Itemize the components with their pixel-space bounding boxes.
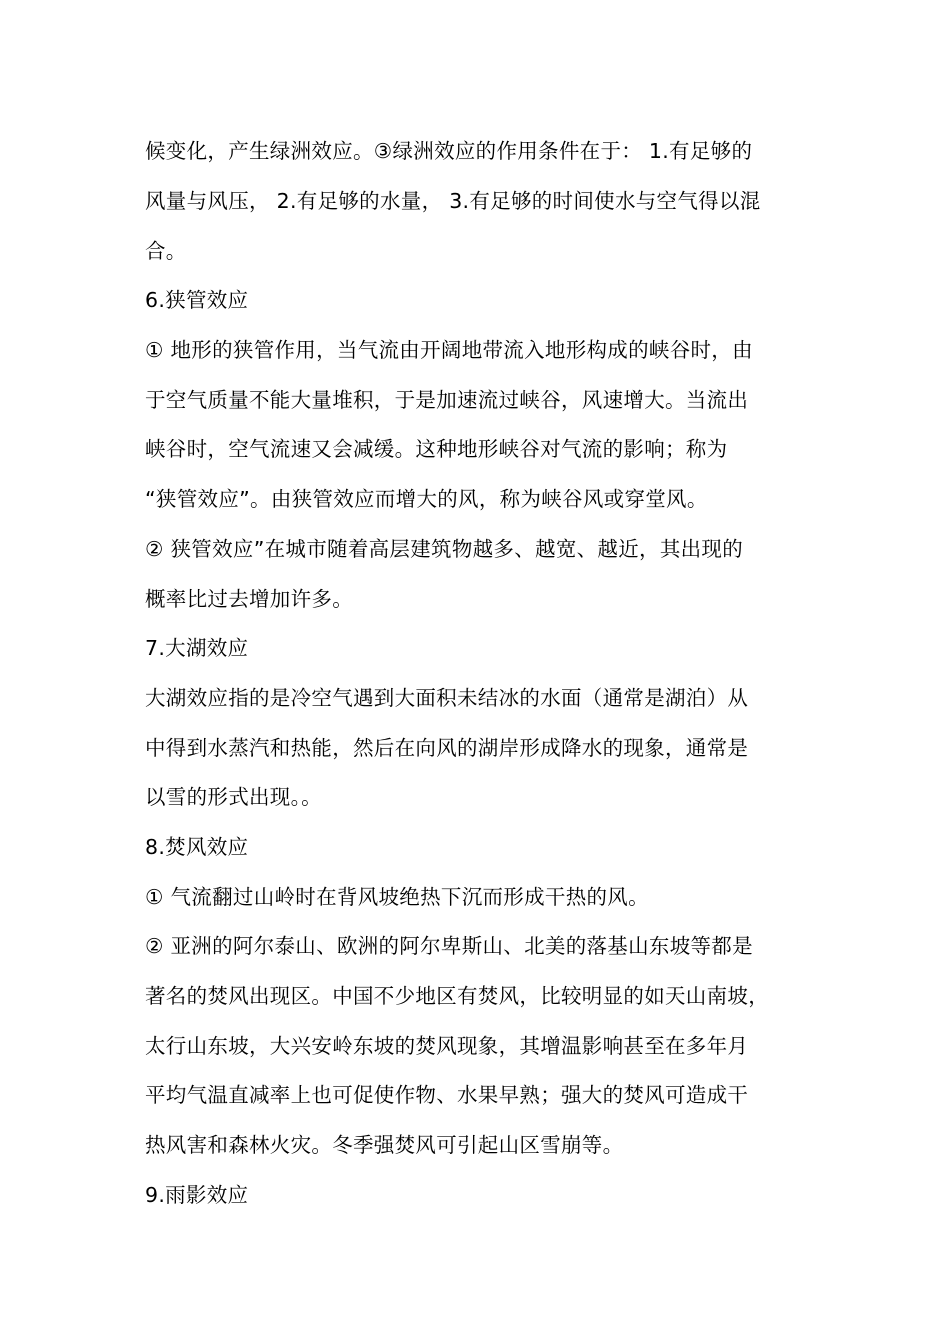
paragraph-line: 以雪的形式出现。。 — [145, 785, 322, 809]
paragraph-line: 风量与风压， 2.有足够的水量， 3.有足够的时间使水与空气得以混 — [145, 189, 761, 213]
section-heading: 8.焚风效应 — [145, 835, 249, 859]
paragraph-line: 太行山东坡，大兴安岭东坡的焚风现象，其增温影响甚至在多年月 — [145, 1034, 749, 1058]
section-heading: 9.雨影效应 — [145, 1183, 249, 1207]
paragraph-line: 著名的焚风出现区。中国不少地区有焚风，比较明显的如天山南坡， — [145, 984, 769, 1008]
paragraph-line: ② 狭管效应”在城市随着高层建筑物越多、越宽、越近，其出现的 — [145, 537, 744, 561]
paragraph-line: 中得到水蒸汽和热能，然后在向风的湖岸形成降水的现象，通常是 — [145, 736, 749, 760]
paragraph-line: 大湖效应指的是冷空气遇到大面积未结冰的水面（通常是湖泊）从 — [145, 686, 749, 710]
paragraph-line: 热风害和森林火灾。冬季强焚风可引起山区雪崩等。 — [145, 1133, 624, 1157]
section-heading: 6.狭管效应 — [145, 288, 249, 312]
section-heading: 7.大湖效应 — [145, 636, 249, 660]
paragraph-line: 于空气质量不能大量堆积，于是加速流过峡谷，风速增大。当流出 — [145, 388, 749, 412]
paragraph-line: ① 地形的狭管作用，当气流由开阔地带流入地形构成的峡谷时，由 — [145, 338, 753, 362]
paragraph-line: 峡谷时，空气流速又会减缓。这种地形峡谷对气流的影响；称为 — [145, 437, 728, 461]
paragraph-line: 合。 — [145, 239, 187, 263]
paragraph-line: 平均气温直减率上也可促使作物、水果早熟；强大的焚风可造成干 — [145, 1083, 749, 1107]
paragraph-line: 候变化，产生绿洲效应。③绿洲效应的作用条件在于： 1.有足够的 — [145, 139, 753, 163]
paragraph-line: ① 气流翻过山岭时在背风坡绝热下沉而形成干热的风。 — [145, 885, 649, 909]
paragraph-line: 概率比过去增加许多。 — [145, 587, 353, 611]
paragraph-line: ② 亚洲的阿尔泰山、欧洲的阿尔卑斯山、北美的落基山东坡等都是 — [145, 934, 753, 958]
paragraph-line: “狭管效应”。由狭管效应而增大的风，称为峡谷风或穿堂风。 — [145, 487, 708, 511]
